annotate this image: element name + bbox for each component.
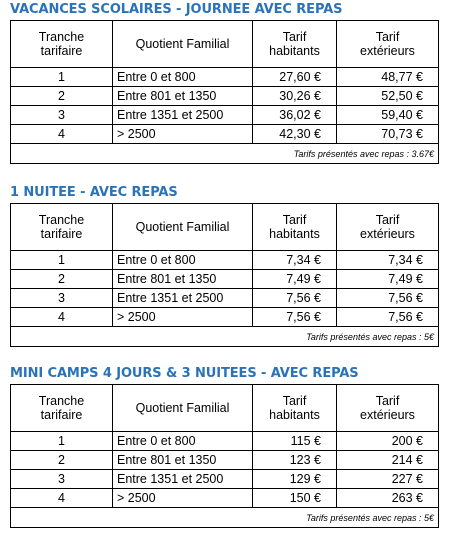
cell-quotient: Entre 1351 et 2500 — [113, 470, 253, 489]
table-row — [11, 125, 439, 144]
table-row — [11, 289, 439, 308]
header-quotient: Quotient Familial — [113, 204, 253, 251]
header-exterieurs — [337, 204, 439, 251]
cell-quotient: Entre 0 et 800 — [113, 432, 253, 451]
header-habitants-line1: Tarif — [282, 213, 307, 227]
cell-tarif-habitants: 7,49 € — [253, 270, 337, 289]
table-header-row — [11, 385, 439, 432]
section-title: MINI CAMPS 4 JOURS & 3 NUITEES - AVEC REPAS — [10, 366, 359, 381]
section-title: VACANCES SCOLAIRES - JOURNEE AVEC REPAS — [10, 2, 343, 17]
footnote-row — [11, 144, 439, 164]
header-tranche-line2: tarifaire — [40, 44, 83, 58]
cell-tarif-habitants: 115 € — [253, 432, 337, 451]
cell-quotient: Entre 801 et 1350 — [113, 451, 253, 470]
section-title: 1 NUITEE - AVEC REPAS — [10, 185, 178, 200]
cell-quotient: > 2500 — [113, 489, 253, 508]
table-row — [11, 470, 439, 489]
cell-tranche: 3 — [11, 470, 113, 489]
footnote: Tarifs présentés avec repas : 3.67€ — [11, 144, 439, 164]
footnote-row — [11, 508, 439, 528]
header-quotient: Quotient Familial — [113, 385, 253, 432]
header-exterieurs-line1: Tarif — [375, 213, 400, 227]
footnote: Tarifs présentés avec repas : 5€ — [11, 327, 439, 347]
cell-tarif-habitants: 30,26 € — [253, 87, 337, 106]
cell-tranche: 2 — [11, 451, 113, 470]
header-habitants-line1: Tarif — [282, 394, 307, 408]
header-habitants-line2: habitants — [269, 408, 320, 422]
header-quotient: Quotient Familial — [113, 21, 253, 68]
table-row — [11, 251, 439, 270]
header-tranche-line2: tarifaire — [40, 408, 83, 422]
cell-tarif-exterieurs: 7,49 € — [337, 270, 439, 289]
cell-quotient: Entre 801 et 1350 — [113, 87, 253, 106]
cell-tarif-habitants: 36,02 € — [253, 106, 337, 125]
cell-tranche: 1 — [11, 432, 113, 451]
cell-tarif-habitants: 123 € — [253, 451, 337, 470]
cell-tarif-exterieurs: 7,34 € — [337, 251, 439, 270]
table-row — [11, 87, 439, 106]
cell-tarif-habitants: 42,30 € — [253, 125, 337, 144]
cell-tarif-exterieurs: 227 € — [337, 470, 439, 489]
cell-tranche: 2 — [11, 87, 113, 106]
footnote: Tarifs présentés avec repas : 5€ — [11, 508, 439, 528]
cell-tarif-exterieurs: 70,73 € — [337, 125, 439, 144]
header-habitants-line2: habitants — [269, 44, 320, 58]
tariff-table — [10, 20, 439, 164]
table-header-row — [11, 21, 439, 68]
tariff-table — [10, 384, 439, 528]
header-tranche-line2: tarifaire — [40, 227, 83, 241]
cell-quotient: Entre 0 et 800 — [113, 251, 253, 270]
table-row — [11, 308, 439, 327]
header-tranche — [11, 21, 113, 68]
header-exterieurs-line2: extérieurs — [360, 408, 415, 422]
table-row — [11, 489, 439, 508]
cell-tarif-exterieurs: 7,56 € — [337, 308, 439, 327]
header-habitants — [253, 385, 337, 432]
cell-tarif-exterieurs: 48,77 € — [337, 68, 439, 87]
cell-tranche: 1 — [11, 68, 113, 87]
header-exterieurs-line1: Tarif — [375, 394, 400, 408]
cell-tranche: 2 — [11, 270, 113, 289]
header-habitants-line1: Tarif — [282, 30, 307, 44]
cell-tarif-habitants: 129 € — [253, 470, 337, 489]
cell-quotient: > 2500 — [113, 308, 253, 327]
cell-quotient: > 2500 — [113, 125, 253, 144]
cell-tarif-exterieurs: 200 € — [337, 432, 439, 451]
cell-tarif-exterieurs: 7,56 € — [337, 289, 439, 308]
footnote-row — [11, 327, 439, 347]
cell-tarif-habitants: 7,56 € — [253, 308, 337, 327]
cell-tarif-habitants: 7,34 € — [253, 251, 337, 270]
table-row — [11, 451, 439, 470]
header-exterieurs-line2: extérieurs — [360, 44, 415, 58]
table-header-row — [11, 204, 439, 251]
cell-quotient: Entre 0 et 800 — [113, 68, 253, 87]
header-habitants — [253, 204, 337, 251]
table-row — [11, 106, 439, 125]
table-row — [11, 68, 439, 87]
header-habitants — [253, 21, 337, 68]
cell-tranche: 4 — [11, 308, 113, 327]
header-tranche-line1: Tranche — [38, 30, 85, 44]
table-row — [11, 270, 439, 289]
table-row — [11, 432, 439, 451]
header-exterieurs-line2: extérieurs — [360, 227, 415, 241]
cell-tarif-exterieurs: 52,50 € — [337, 87, 439, 106]
header-tranche-line1: Tranche — [38, 213, 85, 227]
cell-tarif-exterieurs: 214 € — [337, 451, 439, 470]
tariff-table — [10, 203, 439, 347]
header-tranche — [11, 204, 113, 251]
cell-tranche: 1 — [11, 251, 113, 270]
header-tranche-line1: Tranche — [38, 394, 85, 408]
cell-quotient: Entre 801 et 1350 — [113, 270, 253, 289]
cell-tranche: 4 — [11, 489, 113, 508]
cell-quotient: Entre 1351 et 2500 — [113, 289, 253, 308]
header-tranche — [11, 385, 113, 432]
cell-tranche: 3 — [11, 289, 113, 308]
header-exterieurs — [337, 385, 439, 432]
header-exterieurs — [337, 21, 439, 68]
cell-tarif-habitants: 7,56 € — [253, 289, 337, 308]
cell-tarif-habitants: 27,60 € — [253, 68, 337, 87]
cell-tarif-exterieurs: 263 € — [337, 489, 439, 508]
header-exterieurs-line1: Tarif — [375, 30, 400, 44]
cell-tarif-habitants: 150 € — [253, 489, 337, 508]
cell-tranche: 3 — [11, 106, 113, 125]
cell-tarif-exterieurs: 59,40 € — [337, 106, 439, 125]
cell-quotient: Entre 1351 et 2500 — [113, 106, 253, 125]
cell-tranche: 4 — [11, 125, 113, 144]
header-habitants-line2: habitants — [269, 227, 320, 241]
